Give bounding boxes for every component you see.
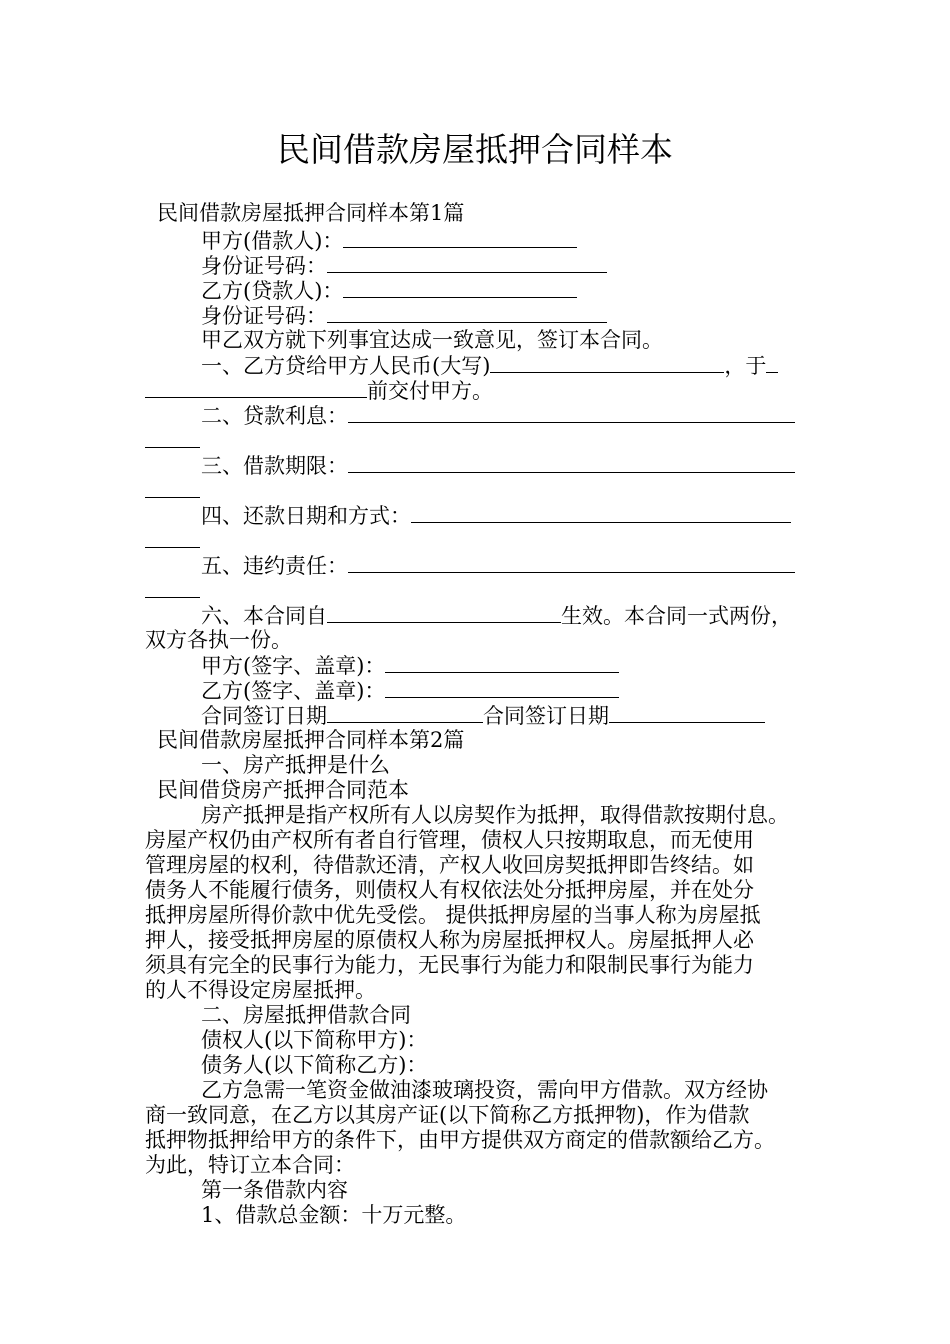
clause-2-cont [145,428,200,454]
blank-line [327,303,607,323]
blank-line [609,703,765,723]
signature-party-b [201,678,619,704]
paragraph-line: 商一致同意，在乙方以其房产证(以下简称乙方抵押物)，作为借款 [145,1103,750,1127]
blank-line [348,453,795,473]
blank-line [766,353,778,373]
clause-text: 一、乙方贷给甲方人民币(大写) [201,354,491,378]
field-label: 身份证号码： [201,254,327,278]
paragraph-line: 乙方急需一笔资金做油漆玻璃投资，需向甲方借款。双方经协 [201,1078,768,1102]
paragraph-line: 甲乙双方就下列事宜达成一致意见，签订本合同。 [201,328,663,352]
clause-text: 五、违约责任： [201,554,348,578]
paragraph-line: 抵押物抵押给甲方的条件下，由甲方提供双方商定的借款额给乙方。 [145,1128,775,1152]
field-party-a [201,228,577,254]
blank-line [343,278,577,298]
blank-line [490,353,724,373]
article-heading: 第一条借款内容 [201,1178,348,1202]
blank-line [145,528,200,548]
blank-line [145,378,367,398]
clause-text: 六、本合同自 [201,604,327,628]
blank-line [385,653,619,673]
blank-line [327,253,607,273]
clause-4-cont [145,528,200,554]
paragraph-line: 双方各执一份。 [145,628,292,652]
blank-line [145,428,200,448]
signature-party-a [201,653,619,679]
field-label: 乙方(贷款人)： [201,279,344,303]
blank-line [343,228,577,248]
signing-dates [201,703,765,729]
paragraph-line: 抵押房屋所得价款中优先受偿。 提供抵押房屋的当事人称为房屋抵 [145,903,761,927]
paragraph-line: 押人，接受抵押房屋的原债权人称为房屋抵押权人。房屋抵押人必 [145,928,754,952]
subheading: 一、房产抵押是什么 [201,753,390,777]
paragraph-line: 1、借款总金额：十万元整。 [201,1203,467,1227]
section-heading-2: 民间借款房屋抵押合同样本第2篇 [157,728,465,752]
paragraph-line: 的人不得设定房屋抵押。 [145,978,376,1002]
clause-1-cont [145,378,493,404]
clause-4 [201,503,791,529]
field-label: 甲方(签字、盖章)： [201,654,386,678]
clause-1 [201,353,778,379]
clause-text: 生效。本合同一式两份， [561,604,792,628]
clause-2 [201,403,795,429]
clause-3-cont [145,478,200,504]
blank-line [348,403,795,423]
paragraph-line: 须具有完全的民事行为能力，无民事行为能力和限制民事行为能力 [145,953,754,977]
clause-5 [201,553,795,579]
paragraph-line: 管理房屋的权利，待借款还清，产权人收回房契抵押即告终结。如 [145,853,754,877]
clause-text: 四、还款日期和方式： [201,504,411,528]
paragraph-line: 房产抵押是指产权所有人以房契作为抵押，取得借款按期付息。 [201,803,789,827]
clause-5-cont [145,578,200,604]
document-title: 民间借款房屋抵押合同样本 [277,130,673,169]
field-label: 债权人(以下简称甲方)： [201,1028,428,1052]
field-label: 身份证号码： [201,304,327,328]
blank-line [348,553,795,573]
field-label: 甲方(借款人)： [201,229,344,253]
paragraph-line: 房屋产权仍由产权所有者自行管理，债权人只按期取息，而无使用 [145,828,754,852]
clause-text: 三、借款期限： [201,454,348,478]
clause-6 [201,603,792,629]
field-id-b [201,303,607,329]
paragraph-line: 为此，特订立本合同： [145,1153,355,1177]
section-heading-1: 民间借款房屋抵押合同样本第1篇 [157,201,465,225]
blank-line [145,578,200,598]
subheading: 二、房屋抵押借款合同 [201,1003,411,1027]
field-label: 合同签订日期 [483,704,609,728]
field-label: 债务人(以下简称乙方)： [201,1053,428,1077]
blank-line [327,603,561,623]
clause-text: 二、贷款利息： [201,404,348,428]
blank-line [327,703,483,723]
clause-text: ，于 [724,354,767,378]
subheading: 民间借贷房产抵押合同范本 [157,778,409,802]
clause-text: 前交付甲方。 [367,379,493,403]
field-label: 乙方(签字、盖章)： [201,679,386,703]
blank-line [145,478,200,498]
field-id-a [201,253,607,279]
field-label: 合同签订日期 [201,704,327,728]
clause-3 [201,453,795,479]
field-party-b [201,278,577,304]
blank-line [411,503,791,523]
paragraph-line: 债务人不能履行债务，则债权人有权依法处分抵押房屋，并在处分 [145,878,754,902]
blank-line [385,678,619,698]
